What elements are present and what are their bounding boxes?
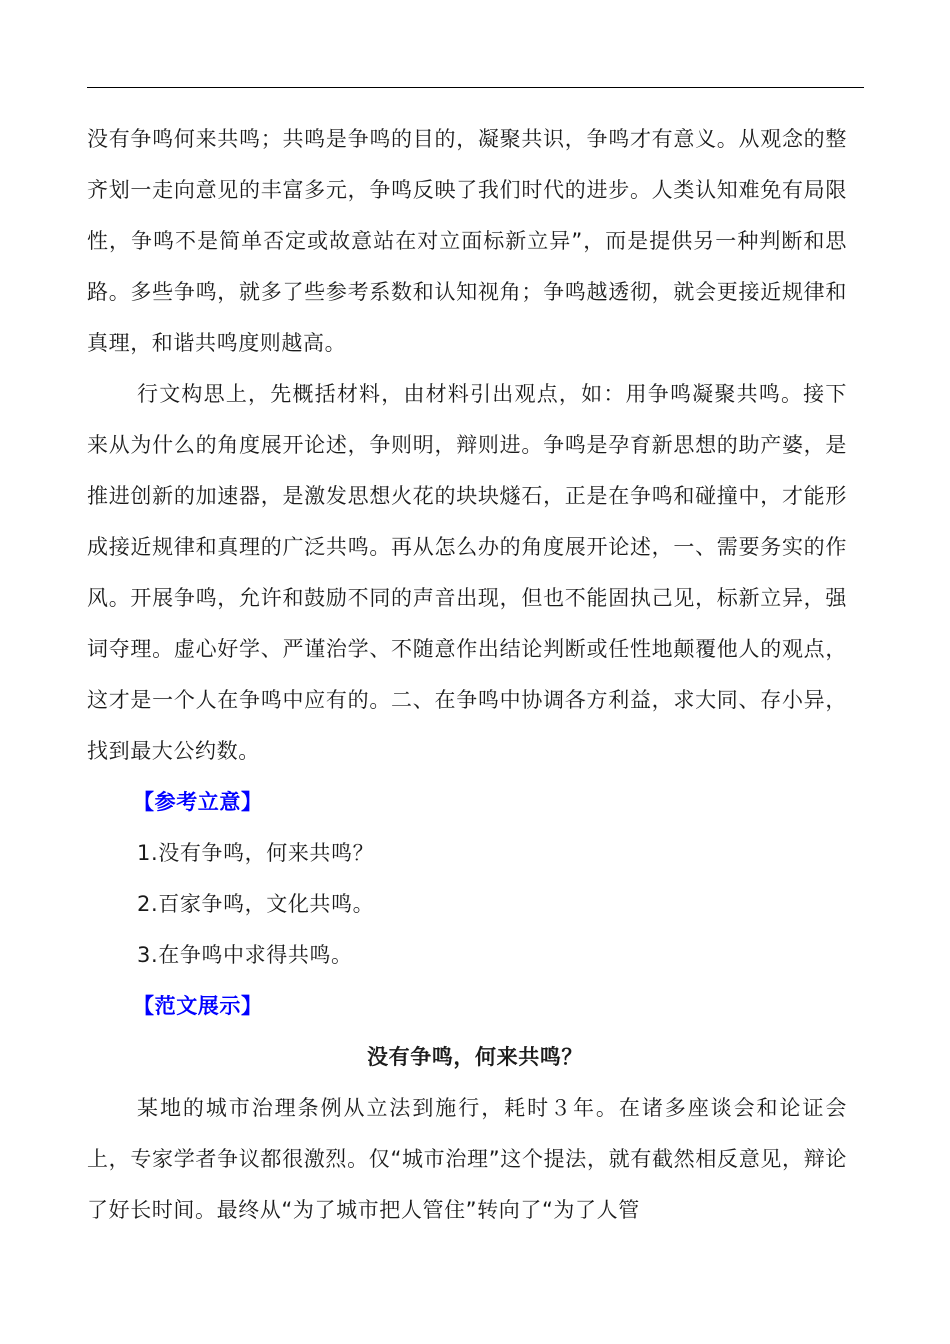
reference-item-1: 1.没有争鸣，何来共鸣？ bbox=[137, 841, 375, 865]
reference-item-3: 3.在争鸣中求得共鸣。 bbox=[137, 943, 353, 967]
reference-heading: 【参考立意】 bbox=[133, 790, 263, 814]
essay-title: 没有争鸣，何来共鸣？ bbox=[367, 1045, 583, 1069]
essay-paragraph-1: 某地的城市治理条例从立法到施行，耗时３年。在诸多座谈会和论证会上，专家学者争议都很激烈。仅“城市治理”这个提法，就有截然相反意见，辩论了好长时间。最终从“为了城市把人管住”转向了“为了人管 bbox=[87, 1096, 847, 1222]
sample-heading: 【范文展示】 bbox=[133, 994, 263, 1018]
reference-item-2: 2.百家争鸣，文化共鸣。 bbox=[137, 892, 375, 916]
body-paragraph-1: 没有争鸣何来共鸣；共鸣是争鸣的目的，凝聚共识，争鸣才有意义。从观念的整齐划一走向意见的丰富多元，争鸣反映了我们时代的进步。人类认知难免有局限性，争鸣不是简单否定或故意站在对立面标新立异”，而是提供另一种判断和思路。多些争鸣，就多了些参考系数和认知视角；争鸣越透彻，就会更接近规律和真理，和谐共鸣度则越高。 bbox=[87, 127, 847, 355]
document-body bbox=[87, 114, 847, 1236]
body-paragraph-2: 行文构思上，先概括材料，由材料引出观点，如：用争鸣凝聚共鸣。接下来从为什么的角度展开论述，争则明，辩则进。争鸣是孕育新思想的助产婆，是推进创新的加速器，是激发思想火花的块块燧石，正是在争鸣和碰撞中，才能形成接近规律和真理的广泛共鸣。再从怎么办的角度展开论述，一、需要务实的作风。开展争鸣，允许和鼓励不同的声音出现，但也不能固执己见，标新立异，强词夺理。虚心好学、严谨治学、不随意作出结论判断或任性地颠覆他人的观点，这才是一个人在争鸣中应有的。二、在争鸣中协调各方利益，求大同、存小异，找到最大公约数。 bbox=[87, 382, 847, 763]
header-rule bbox=[87, 87, 864, 88]
